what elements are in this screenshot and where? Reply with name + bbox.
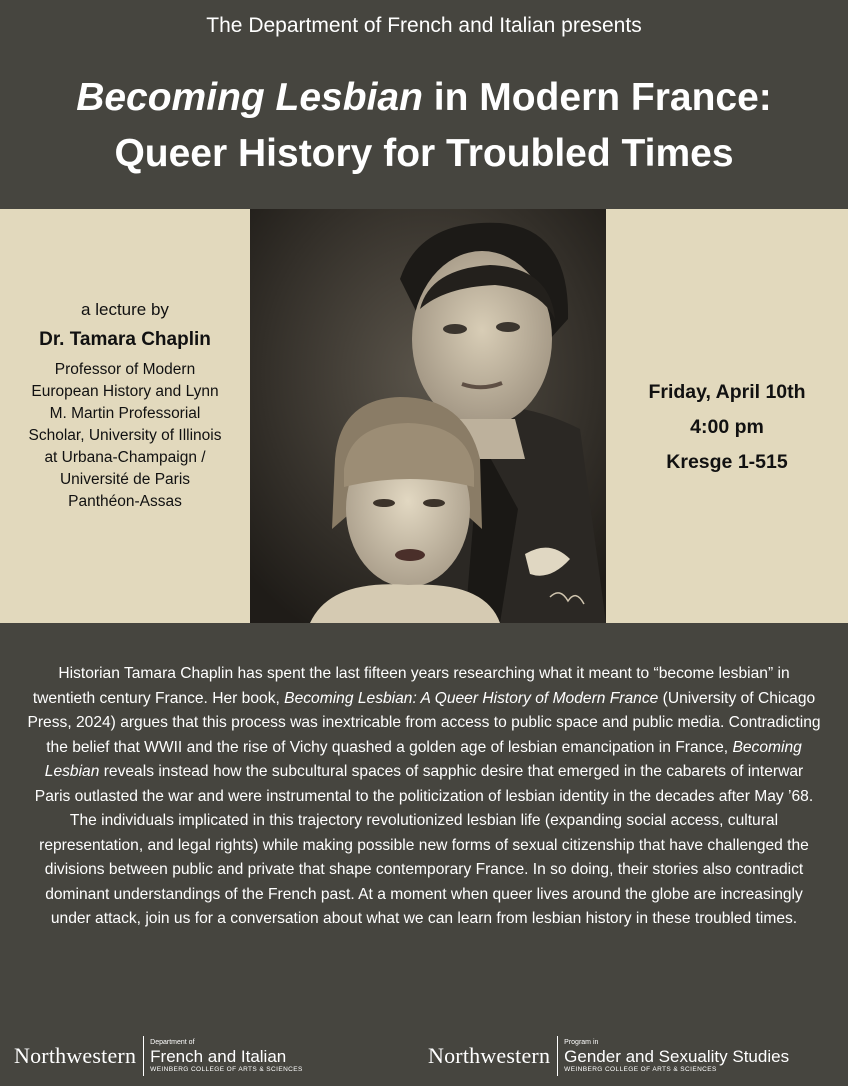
book-title: Becoming Lesbian: A Queer History of Modern France bbox=[284, 689, 659, 707]
event-description bbox=[26, 662, 822, 932]
speaker-affiliation bbox=[10, 359, 240, 513]
event-location: Kresge 1-515 bbox=[666, 451, 788, 473]
unit-name: Gender and Sexuality Studies bbox=[564, 1046, 790, 1066]
description-text: reveals instead how the subcultural spaces of sapphic desire that emerged in the cabarets of interwar Paris outlasted the war and were instrumental to the politicization of lesbian identity in the decades after May ’68. The individuals implicated in this trajectory revolutionized lesbian life (expanding social access, cultural representation, and legal rights) while making possible new forms of sexual citizenship that have challenged the divisions between public and private that shape contemporary France. In so doing, their stories also contradict dominant understandings of the French past. At a moment when queer lives around the globe are increasingly under attack, join us for a conversation about what we can learn from lesbian history in these troubled times. bbox=[34, 763, 814, 927]
unit-prefix: Program in bbox=[564, 1038, 599, 1046]
header-band bbox=[0, 0, 848, 209]
title-line-1 bbox=[0, 70, 848, 126]
title-italic: Becoming Lesbian bbox=[76, 76, 423, 119]
description-text: Historian Tamara Chaplin has spent the last fifteen years researching what it meant to “become lesbian” in twentieth century France. Her book, bbox=[32, 665, 790, 707]
book-title-short: Becoming Lesbian bbox=[44, 738, 802, 780]
logo-divider bbox=[557, 1036, 558, 1076]
event-title bbox=[0, 70, 848, 182]
portrait-photo bbox=[250, 209, 606, 623]
info-band bbox=[0, 209, 848, 623]
affiliation-line: M. Martin Professorial bbox=[49, 405, 201, 422]
northwestern-wordmark: Northwestern bbox=[14, 1043, 137, 1068]
portrait-photo-illustration bbox=[250, 209, 606, 623]
unit-lockup bbox=[150, 1039, 303, 1074]
unit-school: WEINBERG COLLEGE OF ARTS & SCIENCES bbox=[564, 1065, 717, 1073]
logo-divider bbox=[143, 1036, 144, 1076]
description-text: (University of Chicago Press, 2024) argues that this process was inextricable from access to public space and public media. Contradicting the belief that WWII and the rise of Vichy quashed a golden age of lesbian emancipation in France, bbox=[27, 689, 821, 756]
event-time: 4:00 pm bbox=[690, 416, 764, 438]
unit-lockup bbox=[564, 1039, 789, 1074]
speaker-info bbox=[0, 209, 250, 623]
event-date: Friday, April 10th bbox=[648, 381, 806, 403]
event-details bbox=[606, 209, 848, 623]
lecture-by-label: a lecture by bbox=[81, 300, 169, 319]
french-italian-logo bbox=[14, 1034, 303, 1078]
unit-school: WEINBERG COLLEGE OF ARTS & SCIENCES bbox=[150, 1065, 303, 1073]
unit-prefix: Department of bbox=[150, 1038, 195, 1046]
speaker-name: Dr. Tamara Chaplin bbox=[39, 329, 211, 350]
northwestern-wordmark: Northwestern bbox=[428, 1043, 551, 1068]
affiliation-line: Panthéon-Assas bbox=[68, 493, 182, 510]
affiliation-line: at Urbana-Champaign / bbox=[44, 449, 206, 466]
affiliation-line: Scholar, University of Illinois bbox=[28, 427, 222, 444]
affiliation-line: European History and Lynn bbox=[31, 383, 219, 400]
affiliation-line: Professor of Modern bbox=[54, 361, 196, 378]
gender-sexuality-logo bbox=[428, 1034, 789, 1078]
presenter-line: The Department of French and Italian presents bbox=[206, 14, 642, 37]
affiliation-line: Université de Paris bbox=[59, 471, 191, 488]
unit-name: French and Italian bbox=[150, 1046, 287, 1066]
title-line-2: Queer History for Troubled Times bbox=[114, 132, 734, 175]
title-rest: in Modern France: bbox=[422, 76, 772, 119]
